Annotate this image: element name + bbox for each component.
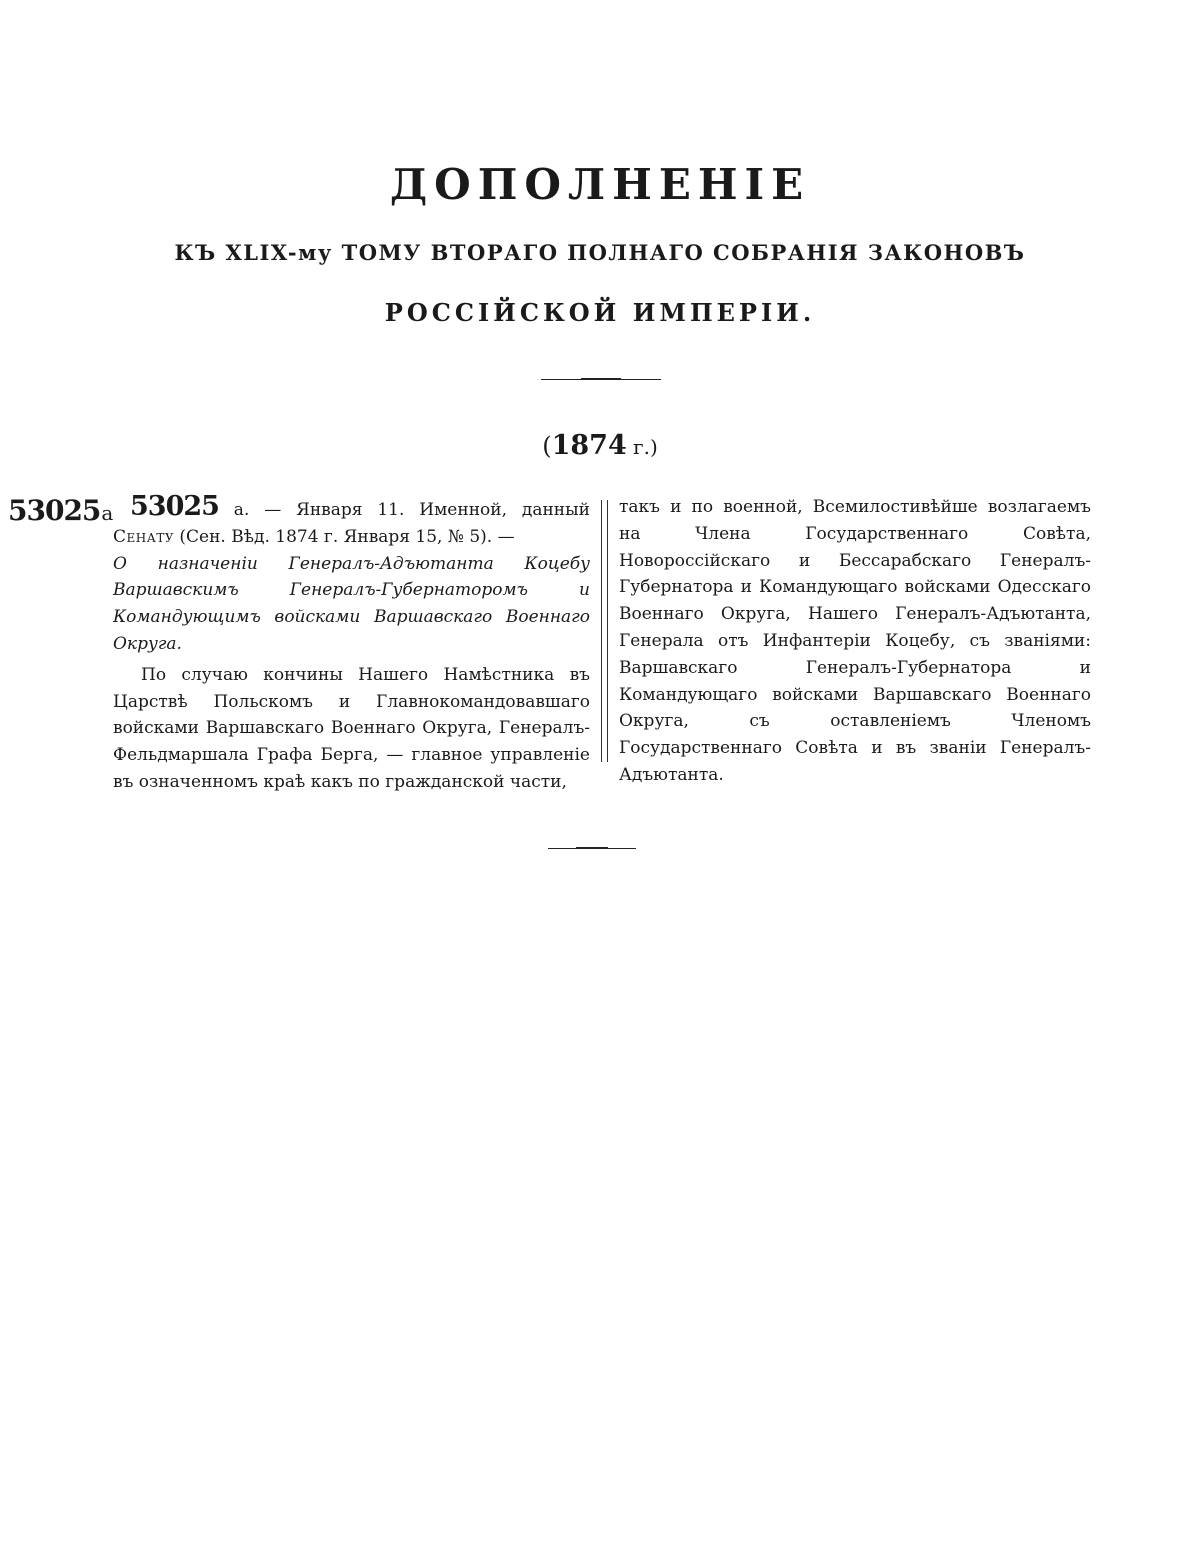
year-number: 1874 [551,430,627,461]
year-suffix: г.) [626,435,658,459]
margin-number: 53025 [8,494,101,527]
year-open-paren: ( [542,432,552,460]
page-title: ДОПОЛНЕНІЕ [389,160,811,209]
right-column [619,494,1091,789]
margin-number-suffix: а [101,501,113,525]
entry-number: 53025 [130,491,219,522]
column-divider [601,500,608,762]
entry-title-italic: О назначеніи Генералъ-Адъютанта Коцебу Варшавскимъ Генералъ-Губернаторомъ и Командующимъ войсками Варшавскаго Военнаго Округа. [113,553,590,654]
entry-number-suffix: а. [218,500,250,520]
year-heading [0,430,1200,461]
subtitle-line-1: КЪ XLIX-му ТОМУ ВТОРАГО ПОЛНАГО СОБРАНІЯ ЗАКОНОВЪ [174,240,1026,265]
left-column [113,491,590,796]
entry-intro: — Января 11. Именной, данный [249,500,590,520]
entry-reference: (Сен. Вѣд. 1874 г. Января 15, № 5). — [174,526,515,547]
entry-body-left: По случаю кончины Нашего Намѣстника въ Царствѣ Польскомъ и Главнокомандовавшаго войсками Варшавскаго Военнаго Округа, Генералъ-Фельдмаршала Графа Берга, — главное управленіе въ означенномъ краѣ какъ по гражданской части, [113,664,590,792]
entry-heading [113,491,590,551]
margin-entry-number [8,494,112,527]
subtitle-line-2: РОССІЙСКОЙ ИМПЕРІИ. [384,298,816,327]
divider-rule-bottom [548,848,636,849]
divider-rule-top [541,379,661,380]
entry-body-right: такъ и по военной, Всемилостивѣйше возлагаемъ на Члена Государственнаго Совѣта, Новороссійскаго и Бессарабскаго Генералъ-Губернатора и Командующаго войсками Одесскаго Военнаго Округа, Нашего Генералъ-Адъютанта, Генерала отъ Инфантеріи Коцебу, съ званіями: Варшавскаго Генералъ-Губернатора и Командующаго войсками Варшавскаго Военнаго Округа, съ оставленіемъ Членомъ Государственнаго Совѣта и въ званіи Генералъ-Адъютанта. [619,497,1091,785]
entry-senate: Сенату [113,526,174,547]
